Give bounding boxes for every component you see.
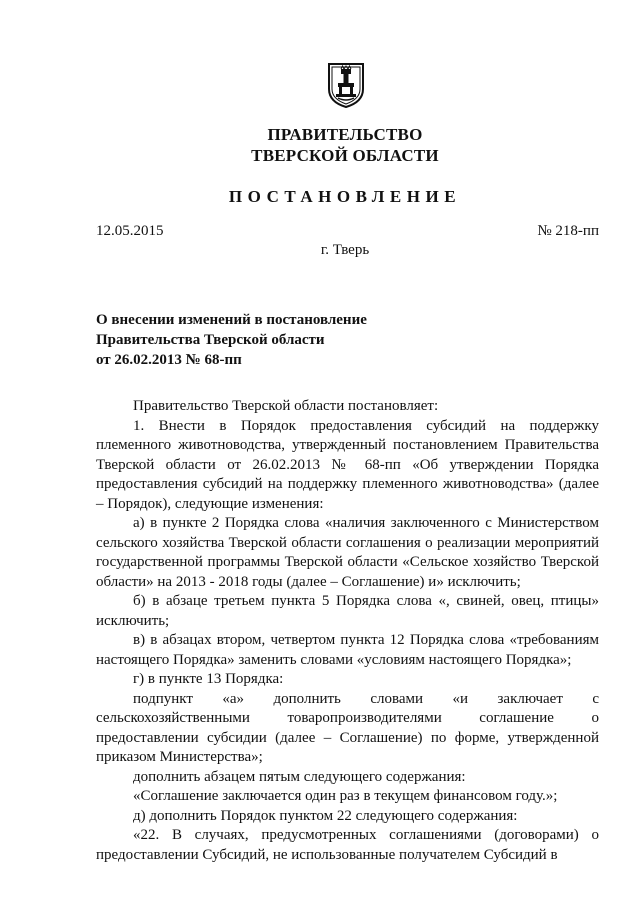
body-paragraph: а) в пункте 2 Порядка слова «наличия заключенного с Министерством сельского хозяйства Тверской области соглашения о реализации мероприятий государственной программы Тверской области «Сельское хозяйство Тверской области» на 2013 - 2018 годы (далее – Соглашение) и» исключить; — [96, 515, 599, 590]
subject-line: О внесении изменений в постановление — [96, 312, 367, 328]
body-paragraph: «22. В случаях, предусмотренных соглашениями (договорами) о предоставлении Субсидий, не использованные получателем Субсидий в — [96, 827, 599, 863]
document-city: г. Тверь — [320, 242, 370, 258]
body-paragraph: «Соглашение заключается один раз в текущем финансовом году.»; — [133, 788, 558, 804]
body-paragraph: б) в абзаце третьем пункта 5 Порядка слова «, свиней, овец, птицы» исключить; — [96, 593, 599, 629]
subject-line: от 26.02.2013 № 68-пп — [96, 352, 242, 368]
subject-line: Правительства Тверской области — [96, 332, 325, 348]
body-paragraph: 1. Внести в Порядок предоставления субсидий на поддержку племенного животноводства, утвержденный постановлением Правительства Тверской области от 26.02.2013 № 68-пп «Об утверждении Порядка предоставления субсидий на поддержку племенного животноводства» (далее – Порядок), следующие изменения: — [96, 417, 599, 512]
document-type: ПОСТАНОВЛЕНИЕ — [228, 187, 462, 206]
document-subject — [96, 310, 367, 370]
document-body — [96, 397, 599, 865]
body-paragraph: г) в пункте 13 Порядка: — [133, 671, 284, 687]
document-date: 12.05.2015 — [96, 223, 164, 239]
body-paragraph: Правительство Тверской области постановляет: — [133, 398, 439, 414]
org-name-line1: ПРАВИТЕЛЬСТВО — [267, 125, 423, 144]
body-paragraph: дополнить абзацем пятым следующего содержания: — [133, 768, 466, 785]
coat-of-arms-icon — [326, 62, 366, 108]
body-paragraph: подпункт «а» дополнить словами «и заключает с сельскохозяйственными товаропроизводителями соглашение о предоставлении субсидии (далее – Соглашение) по форме, утвержденной приказом Министерства»; — [96, 690, 599, 765]
document-number: № 218-пп — [537, 223, 599, 239]
body-paragraph: д) дополнить Порядок пунктом 22 следующего содержания: — [133, 807, 518, 824]
body-paragraph: в) в абзацах втором, четвертом пункта 12 Порядка слова «требованиям настоящего Порядка» заменить словами «условиям настоящего Порядка»; — [96, 632, 599, 668]
org-name-line2: ТВЕРСКОЙ ОБЛАСТИ — [251, 146, 439, 165]
